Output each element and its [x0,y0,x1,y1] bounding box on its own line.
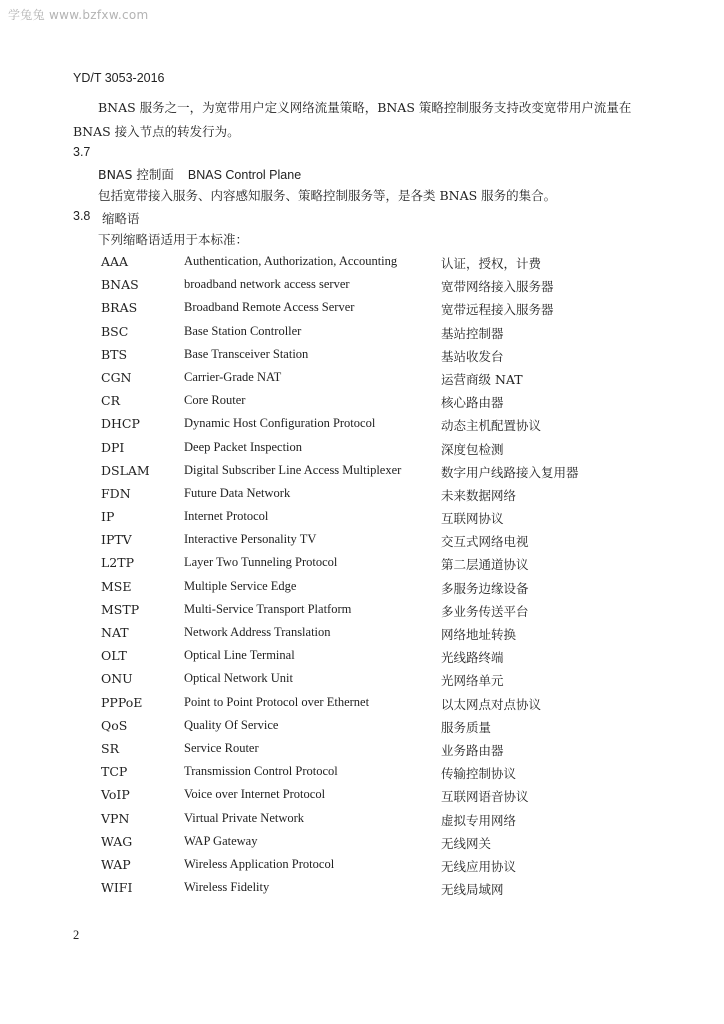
abbreviation-english: broadband network access server [184,277,350,292]
abbreviation-chinese: 未来数据网络 [441,487,517,503]
abbreviation-english: Service Router [184,740,259,755]
abbreviation-row [0,344,724,367]
abbreviation-chinese: 虚拟专用网络 [441,812,517,828]
abbreviation-english: WAP Gateway [184,833,258,848]
abbreviation-row [0,437,724,460]
abbreviation-chinese: 宽带远程接入服务器 [441,302,554,318]
abbreviation-english: Core Router [184,393,246,408]
abbreviation-row [0,460,724,483]
abbreviation-row [0,413,724,436]
abbreviation-english: Broadband Remote Access Server [184,300,355,315]
abbreviation-row [0,321,724,344]
abbreviation-english: Layer Two Tunneling Protocol [184,555,338,570]
abbreviation-row [0,831,724,854]
abbreviation-term: BSC [101,323,129,339]
abbreviation-english: Deep Packet Inspection [184,439,303,454]
abbreviation-chinese: 以太网点对点协议 [441,696,542,712]
abbreviation-english: Wireless Application Protocol [184,856,335,871]
abbreviation-term: BRAS [101,300,138,316]
abbreviation-term: DHCP [101,416,140,432]
abbreviation-chinese: 互联网协议 [441,511,504,527]
abbreviation-term: BTS [101,346,128,362]
abbreviation-row [0,274,724,297]
abbreviation-chinese: 数字用户线路接入复用器 [441,464,579,480]
abbreviation-row [0,367,724,390]
abbreviation-english: Transmission Control Protocol [184,764,338,779]
abbreviation-english: Optical Line Terminal [184,648,295,663]
abbreviation-row [0,297,724,320]
abbreviation-chinese: 业务路由器 [441,742,504,758]
abbreviation-term: DPI [101,439,125,455]
abbreviation-chinese: 宽带网络接入服务器 [441,279,554,295]
abbreviation-term: WAG [101,833,133,849]
abbreviation-chinese: 动态主机配置协议 [441,418,542,434]
abbreviation-english: Quality Of Service [184,717,279,732]
abbreviation-chinese: 多服务边缘设备 [441,580,529,596]
abbreviation-english: Base Transceiver Station [184,346,309,361]
abbreviation-term: BNAS [101,277,139,293]
abbreviation-row [0,576,724,599]
abbreviation-row [0,877,724,900]
abbreviation-chinese: 无线局域网 [441,882,504,898]
abbreviation-row [0,761,724,784]
term-chinese: BNAS 控制面 [98,167,174,182]
abbreviation-chinese: 多业务传送平台 [441,603,529,619]
abbreviation-english: Multi-Service Transport Platform [184,601,352,616]
abbreviation-english: Voice over Internet Protocol [184,787,326,802]
abbreviation-list [0,251,724,900]
abbreviation-term: IPTV [101,532,132,548]
abbreviation-row [0,738,724,761]
abbreviation-row [0,529,724,552]
abbreviation-chinese: 服务质量 [441,719,492,735]
abbreviation-english: Internet Protocol [184,509,269,524]
abbreviation-term: WAP [101,856,131,872]
abbreviation-term: CR [101,393,120,409]
abbreviation-english: Interactive Personality TV [184,532,317,547]
abbreviation-chinese: 互联网语音协议 [441,789,529,805]
abbreviation-chinese: 核心路由器 [441,395,504,411]
abbreviation-row [0,645,724,668]
abbreviation-row [0,668,724,691]
abbreviation-row [0,390,724,413]
abbreviation-term: VPN [101,810,130,826]
abbreviation-term: MSTP [101,601,140,617]
abbreviation-english: Optical Network Unit [184,671,294,686]
abbreviation-chinese: 传输控制协议 [441,766,517,782]
clause-3-7-number: 3.7 [73,145,91,159]
clause-3-7-definition: 包括宽带接入服务、内容感知服务、策略控制服务等，是各类 BNAS 服务的集合。 [98,188,557,203]
standard-number-header: YD/T 3053-2016 [73,71,165,85]
abbreviation-english: Point to Point Protocol over Ethernet [184,694,370,709]
abbreviation-chinese: 第二层通道协议 [441,557,529,573]
abbreviation-term: PPPoE [101,694,143,710]
abbreviation-chinese: 无线应用协议 [441,858,517,874]
abbreviation-chinese: 交互式网络电视 [441,534,529,550]
abbreviation-term: VoIP [101,787,130,803]
abbreviation-term: FDN [101,485,131,501]
abbreviation-term: NAT [101,625,129,640]
abbreviation-english: Dynamic Host Configuration Protocol [184,416,376,431]
abbreviation-term: DSLAM [101,462,150,478]
abbreviation-row [0,622,724,645]
abbreviation-row [0,506,724,529]
abbreviation-term: ONU [101,671,133,687]
abbreviation-term: CGN [101,369,132,385]
abbreviation-term: IP [101,509,115,525]
abbreviation-chinese: 光线路终端 [441,650,504,666]
abbreviation-term: AAA [101,254,129,269]
abbreviation-row [0,854,724,877]
intro-paragraph: BNAS 服务之一，为宽带用户定义网络流量策略，BNAS 策略控制服务支持改变宽带用户流量在 BNAS 接入节点的转发行为。 [73,100,632,139]
abbreviation-chinese: 基站控制器 [441,325,504,341]
abbreviation-chinese: 深度包检测 [441,441,504,457]
abbreviation-english: Digital Subscriber Line Access Multiplexer [184,462,402,477]
abbreviation-english: Multiple Service Edge [184,578,297,593]
abbreviation-english: Carrier-Grade NAT [184,369,282,384]
abbreviation-chinese: 运营商级 NAT [441,371,523,387]
abbreviation-chinese: 认证，授权，计费 [441,256,542,271]
abbreviation-english: Virtual Private Network [184,810,305,825]
abbreviation-chinese: 无线网关 [441,835,492,851]
abbreviation-row [0,784,724,807]
clause-3-8-intro: 下列缩略语适用于本标准： [98,232,249,247]
abbreviation-english: Wireless Fidelity [184,880,270,895]
abbreviation-term: MSE [101,578,132,594]
clause-3-8-number: 3.8 [73,209,91,223]
abbreviation-chinese: 网络地址转换 [441,627,517,642]
abbreviation-row [0,692,724,715]
abbreviation-english: Base Station Controller [184,323,302,338]
abbreviation-row [0,808,724,831]
abbreviation-english: Authentication, Authorization, Accounting [184,254,398,268]
abbreviation-term: TCP [101,764,128,780]
abbreviation-english: Network Address Translation [184,625,331,639]
abbreviation-row [0,251,724,274]
abbreviation-row [0,552,724,575]
abbreviation-row [0,599,724,622]
abbreviation-term: OLT [101,648,127,664]
abbreviation-english: Future Data Network [184,485,291,500]
abbreviation-term: QoS [101,717,128,733]
term-english: BNAS Control Plane [187,168,302,182]
abbreviation-chinese: 基站收发台 [441,348,504,364]
abbreviation-chinese: 光网络单元 [441,673,504,689]
abbreviation-term: SR [101,740,119,756]
abbreviation-term: L2TP [101,555,135,571]
abbreviation-term: WIFI [101,880,133,896]
clause-3-7-term [98,165,301,183]
abbreviation-row [0,483,724,506]
site-watermark: 学兔兔 www.bzfxw.com [8,8,149,22]
abbreviation-row [0,715,724,738]
clause-3-8-title: 缩略语 [102,211,140,226]
page-number: 2 [73,928,80,942]
